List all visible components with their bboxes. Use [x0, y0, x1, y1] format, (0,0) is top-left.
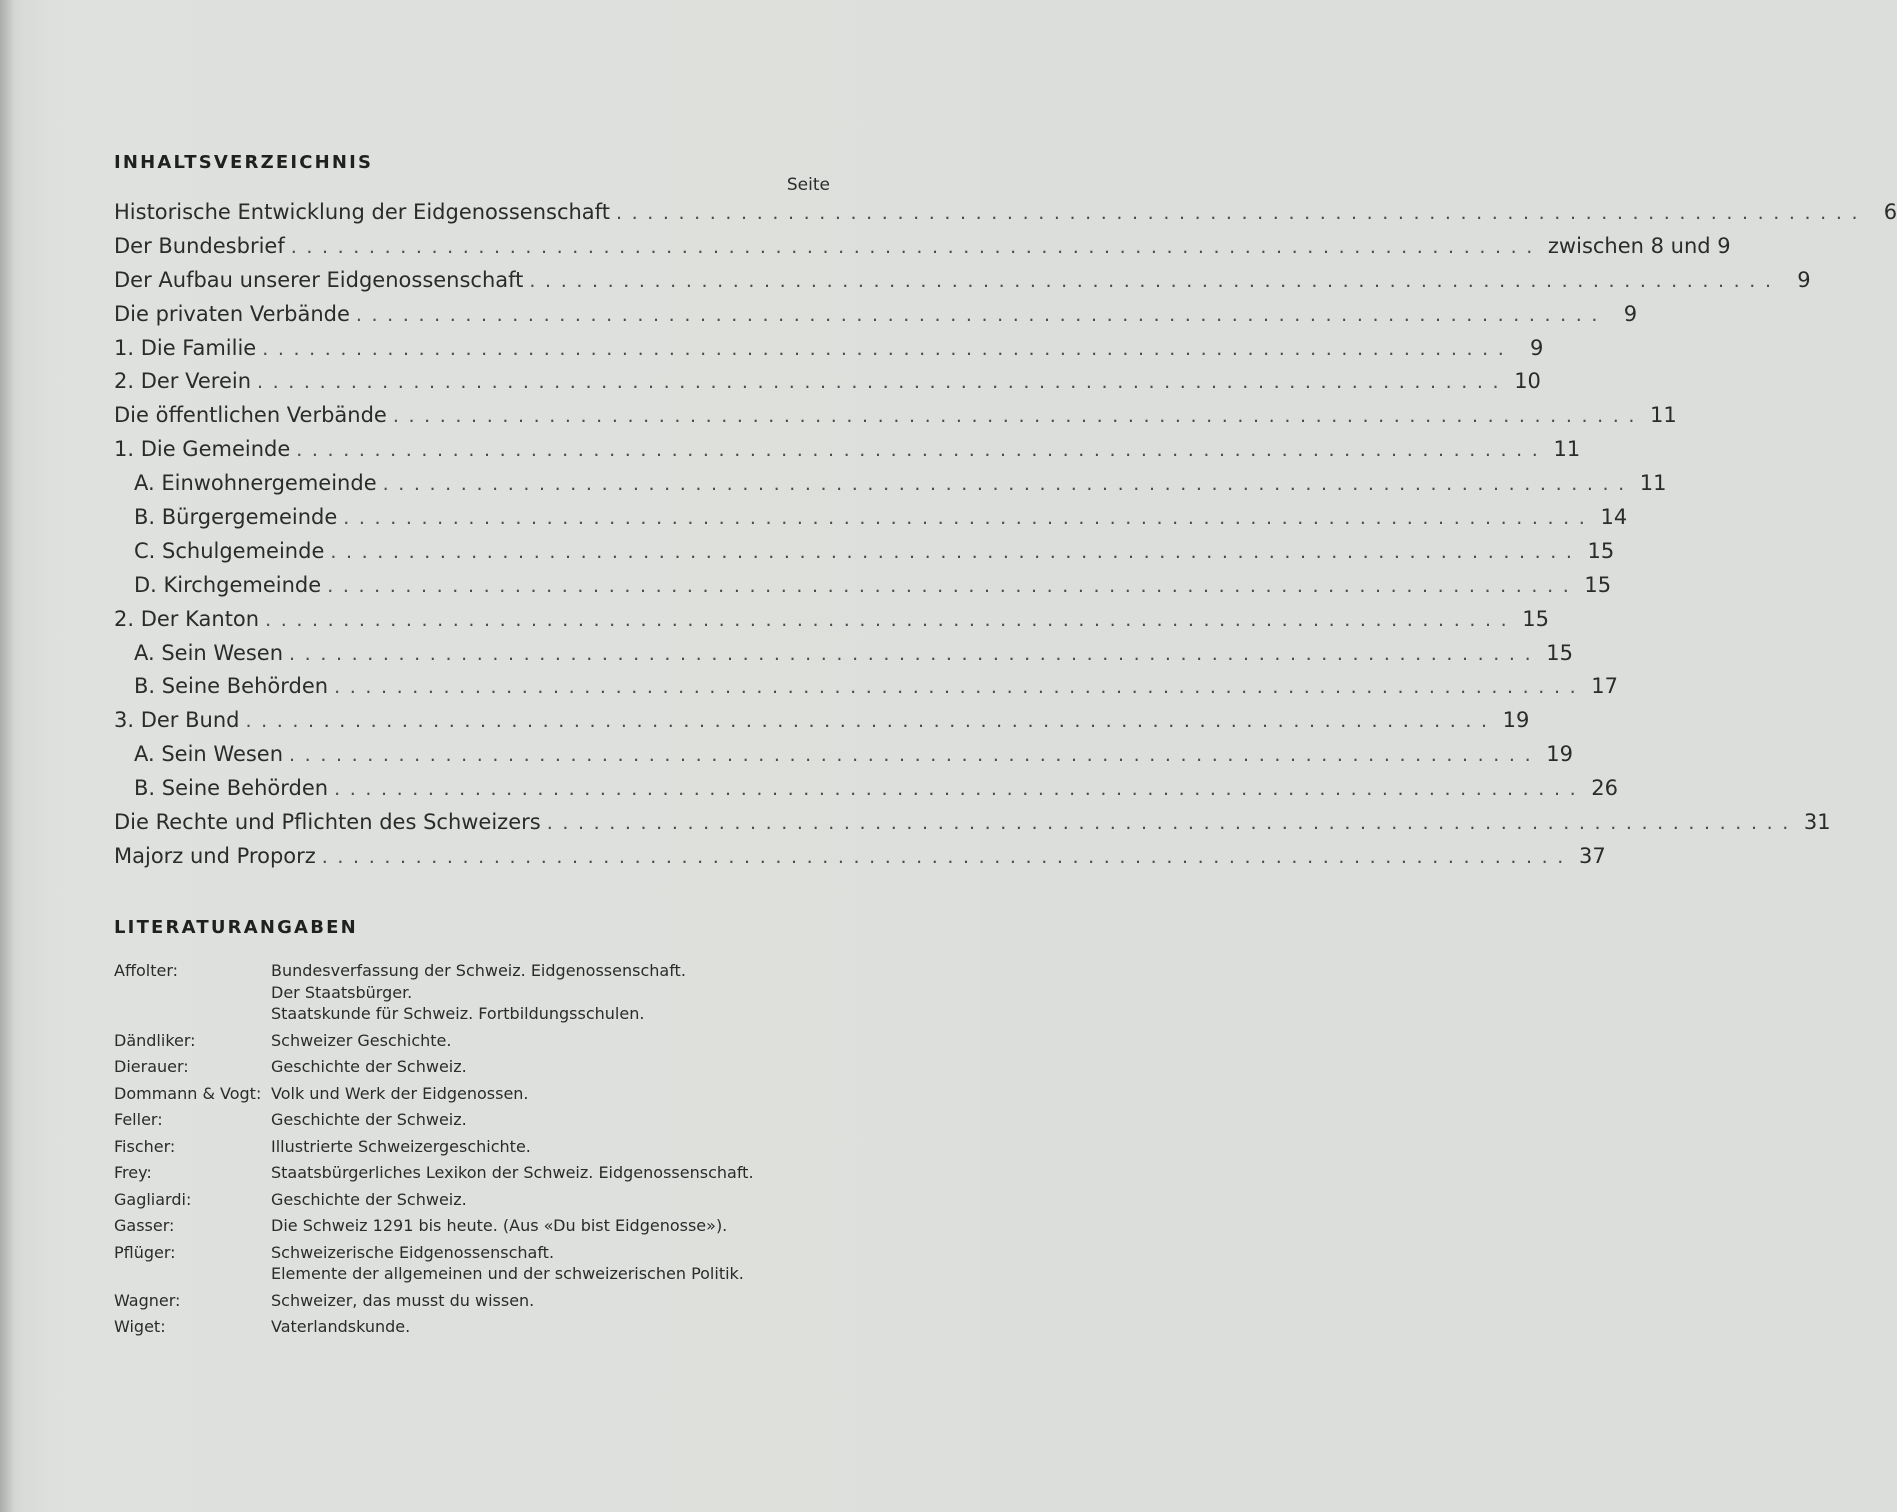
- literature-works: [271, 1189, 814, 1211]
- toc-entry: [114, 233, 1731, 268]
- toc-entry-page: 15: [1522, 606, 1549, 631]
- toc-entry-title: Die privaten Verbände: [114, 301, 350, 326]
- toc-entry: [114, 538, 1615, 573]
- literature-work-title: Geschichte der Schweiz.: [271, 1110, 467, 1129]
- toc-entry-page: 17: [1591, 674, 1618, 699]
- literature-entry: [114, 1056, 814, 1078]
- toc-entry-page: 15: [1587, 538, 1615, 563]
- literature-works: [271, 1290, 814, 1312]
- literature-entry: [114, 1030, 814, 1052]
- toc-leader-dots: ................................................................................: [615, 202, 1868, 224]
- toc-entry-title: B. Seine Behörden: [134, 776, 329, 801]
- toc-entry-title: D. Kirchgemeinde: [134, 572, 322, 597]
- toc-entry: [114, 674, 1618, 708]
- literature-works: [271, 1242, 814, 1285]
- toc-entry-page: 9: [1797, 267, 1811, 292]
- literature-entry: [114, 1316, 814, 1338]
- literature-works: [271, 1136, 814, 1158]
- toc-entry-title: C. Schulgemeinde: [134, 538, 325, 563]
- toc-leader-dots: ................................................................................: [382, 473, 1634, 496]
- toc-entry-title: 1. Die Familie: [114, 335, 257, 360]
- literature-entry: [114, 1290, 814, 1312]
- toc-entry-page: 10: [1514, 369, 1541, 394]
- literature-author: Pflüger:: [114, 1242, 176, 1262]
- toc-entry: [114, 742, 1573, 776]
- literature-entry: [114, 1083, 814, 1105]
- literature-works: [271, 1109, 814, 1131]
- toc-leader-dots: ................................................................................: [257, 371, 1509, 394]
- literature-work-title: Staatsbürgerliches Lexikon der Schweiz. Eidgenossenschaft.: [271, 1163, 754, 1182]
- literature-work-title: Staatskunde für Schweiz. Fortbildungsschulen.: [271, 1004, 645, 1023]
- toc-leader-dots: ................................................................................: [327, 574, 1579, 597]
- toc-leader-dots: ................................................................................: [334, 676, 1586, 699]
- literature-entry: [114, 1189, 814, 1211]
- toc-entry: [114, 708, 1530, 742]
- literature-work-title: Schweizer, das musst du wissen.: [271, 1290, 535, 1310]
- toc-entry-title: Die Rechte und Pflichten des Schweizers: [114, 810, 541, 835]
- toc-entry-page: 37: [1578, 843, 1606, 868]
- literature-author: Wiget:: [114, 1317, 166, 1336]
- toc-entry-title: Der Aufbau unserer Eidgenossenschaft: [114, 267, 524, 292]
- literature-entry: [114, 1109, 814, 1131]
- toc-entry: [114, 640, 1573, 675]
- page-column-label: Seite: [786, 175, 830, 195]
- toc-entry-page: 15: [1584, 572, 1612, 597]
- toc-entry: [114, 505, 1628, 539]
- toc-leader-dots: ................................................................................: [296, 439, 1548, 462]
- literature-author: Feller:: [114, 1110, 163, 1129]
- toc-entry: [114, 572, 1612, 607]
- toc-entry: [114, 606, 1549, 641]
- toc-leader-dots: ................................................................................: [262, 337, 1514, 360]
- toc-leader-dots: ................................................................................: [265, 608, 1517, 631]
- literature-heading: LITERATURANGABEN: [114, 917, 358, 938]
- literature-entry: [114, 1242, 814, 1285]
- toc-entry-title: 3. Der Bund: [114, 708, 240, 733]
- toc-entry-page: 31: [1803, 810, 1831, 835]
- toc-entry: [114, 776, 1618, 810]
- toc-entry-title: Der Bundesbrief: [114, 233, 285, 258]
- literature-author: Gasser:: [114, 1216, 175, 1235]
- toc-leader-dots: ................................................................................: [330, 540, 1582, 563]
- toc-entry: [114, 301, 1638, 336]
- toc-leader-dots: ................................................................................: [321, 845, 1573, 868]
- literature-work-title: Elemente der allgemeinen und der schweizerischen Politik.: [271, 1264, 744, 1283]
- toc-entry-page: 14: [1600, 505, 1628, 530]
- toc-entry-page: 19: [1502, 708, 1530, 733]
- toc-entry-page: 19: [1546, 742, 1573, 767]
- toc-entry-title: 1. Die Gemeinde: [114, 437, 291, 462]
- literature-work-title: Geschichte der Schweiz.: [271, 1057, 467, 1076]
- toc-entry-page: 11: [1553, 437, 1581, 462]
- toc-entry: [114, 267, 1811, 302]
- literature-work-title: Der Staatsbürger.: [271, 982, 413, 1002]
- toc-entry: [114, 200, 1897, 234]
- literature-author: Affolter:: [114, 961, 179, 980]
- literature-author: Frey:: [114, 1163, 152, 1182]
- toc-entry: [114, 810, 1831, 844]
- literature-author: Dändliker:: [114, 1030, 196, 1050]
- literature-works: [271, 1162, 814, 1184]
- literature-works: [271, 1083, 814, 1105]
- toc-entry-title: 2. Der Verein: [114, 369, 252, 394]
- toc-entry-title: Historische Entwicklung der Eidgenossenschaft: [114, 200, 610, 224]
- toc-leader-dots: ................................................................................: [546, 812, 1798, 835]
- toc-entry-page: 6: [1883, 200, 1897, 224]
- literature-entry: [114, 960, 814, 1025]
- toc-leader-dots: ................................................................................: [334, 778, 1586, 801]
- toc-entry-page: 11: [1639, 471, 1667, 496]
- literature-work-title: Geschichte der Schweiz.: [271, 1189, 467, 1209]
- literature-work-title: Schweizerische Eidgenossenschaft.: [271, 1242, 555, 1262]
- literature-author: Wagner:: [114, 1290, 181, 1310]
- literature-works: [271, 1056, 814, 1078]
- toc-entry-page: 9: [1530, 335, 1544, 360]
- toc-list: [114, 200, 1897, 878]
- literature-work-title: Volk und Werk der Eidgenossen.: [271, 1083, 529, 1103]
- toc-entry-title: 2. Der Kanton: [114, 606, 260, 631]
- literature-work-title: Die Schweiz 1291 bis heute. (Aus «Du bist Eidgenosse»).: [271, 1216, 728, 1235]
- toc-entry-title: B. Bürgergemeinde: [134, 505, 338, 530]
- toc-entry: [114, 843, 1606, 878]
- toc-heading: INHALTSVERZEICHNIS: [114, 152, 374, 173]
- toc-leader-dots: ................................................................................: [343, 507, 1595, 530]
- toc-entry-page: zwischen 8 und 9: [1547, 233, 1731, 258]
- binding-shadow: [0, 0, 14, 1512]
- toc-entry-title: Majorz und Proporz: [114, 843, 316, 868]
- literature-work-title: Vaterlandskunde.: [271, 1317, 411, 1336]
- toc-entry-title: A. Sein Wesen: [134, 640, 284, 665]
- toc-entry-title: Die öffentlichen Verbände: [114, 403, 387, 428]
- toc-entry: [114, 403, 1677, 437]
- literature-author: Dierauer:: [114, 1057, 189, 1076]
- toc-leader-dots: ................................................................................: [392, 405, 1645, 428]
- literature-entry: [114, 1215, 814, 1237]
- literature-list: [114, 960, 814, 1343]
- literature-entry: [114, 1162, 814, 1184]
- toc-entry-title: B. Seine Behörden: [134, 674, 329, 699]
- literature-work-title: Illustrierte Schweizergeschichte.: [271, 1136, 531, 1156]
- literature-works: [271, 1215, 814, 1237]
- toc-leader-dots: ................................................................................: [529, 269, 1781, 292]
- literature-work-title: Bundesverfassung der Schweiz. Eidgenossenschaft.: [271, 961, 686, 980]
- toc-entry: [114, 369, 1541, 403]
- literature-works: [271, 1316, 814, 1338]
- literature-work-title: Schweizer Geschichte.: [271, 1030, 452, 1050]
- literature-works: [271, 960, 814, 1025]
- literature-author: Fischer:: [114, 1136, 176, 1156]
- toc-entry: [114, 335, 1544, 370]
- literature-author: Gagliardi:: [114, 1189, 192, 1209]
- toc-leader-dots: ................................................................................: [245, 710, 1497, 733]
- toc-entry-title: A. Sein Wesen: [134, 742, 284, 767]
- toc-leader-dots: ................................................................................: [289, 744, 1541, 767]
- toc-entry-page: 15: [1546, 640, 1573, 665]
- toc-entry-page: 9: [1623, 301, 1638, 326]
- toc-leader-dots: ................................................................................: [289, 642, 1541, 665]
- literature-entry: [114, 1136, 814, 1158]
- toc-entry: [114, 437, 1581, 471]
- toc-entry-page: 11: [1650, 403, 1677, 428]
- toc-entry-title: A. Einwohnergemeinde: [134, 471, 377, 496]
- toc-leader-dots: ................................................................................: [355, 303, 1608, 326]
- toc-entry: [114, 471, 1667, 505]
- toc-entry-page: 26: [1591, 776, 1618, 801]
- literature-works: [271, 1030, 814, 1052]
- literature-author: Dommann & Vogt:: [114, 1083, 262, 1103]
- toc-leader-dots: ................................................................................: [290, 235, 1542, 258]
